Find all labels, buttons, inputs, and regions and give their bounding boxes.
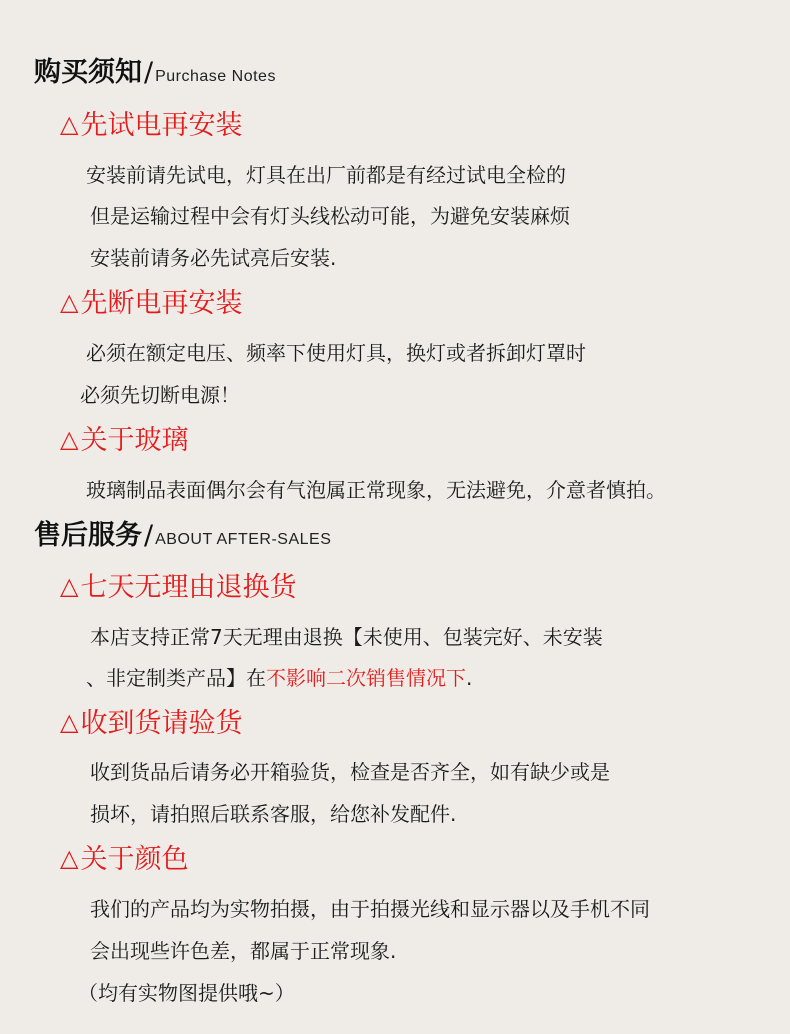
subhead-color <box>60 846 188 873</box>
text-line <box>86 668 472 688</box>
text-line: 损坏，请拍照后联系客服，给您补发配件. <box>90 802 457 826</box>
text-segment: 、非定制类产品】在 <box>86 666 266 690</box>
after-sales-title <box>34 522 331 549</box>
text-line: 安装前请先试电，灯具在出厂前都是有经过试电全检的 <box>86 163 566 187</box>
text-line: （均有实物图提供哦~） <box>78 981 295 1005</box>
subhead-seven-day-return <box>60 574 296 601</box>
warning-triangle-icon: △ <box>60 425 79 453</box>
purchase-notes-title-en: Purchase Notes <box>155 68 276 85</box>
subhead-glass <box>60 427 188 454</box>
title-slash: / <box>144 520 154 551</box>
subhead-label: 先断电再安装 <box>80 288 243 319</box>
text-line: 必须在额定电压、频率下使用灯具，换灯或者拆卸灯罩时 <box>86 341 586 365</box>
subhead-test-power <box>60 112 242 139</box>
after-sales-title-en: ABOUT AFTER-SALES <box>155 531 332 548</box>
text-line: 必须先切断电源！ <box>80 383 240 407</box>
text-line: 安装前请务必先试亮后安装. <box>90 246 337 270</box>
text-segment: . <box>466 666 473 690</box>
subhead-label: 收到货请验货 <box>80 708 243 739</box>
warning-triangle-icon: △ <box>60 572 79 600</box>
warning-triangle-icon: △ <box>60 844 79 872</box>
after-sales-title-cn: 售后服务 <box>34 520 142 551</box>
warning-triangle-icon: △ <box>60 288 79 316</box>
purchase-notes-title-cn: 购买须知 <box>34 57 142 88</box>
subhead-label: 关于颜色 <box>80 844 189 875</box>
subhead-label: 七天无理由退换货 <box>80 572 297 603</box>
warning-triangle-icon: △ <box>60 110 79 138</box>
text-line: 本店支持正常7天无理由退换【未使用、包装完好、未安装 <box>90 625 603 649</box>
subhead-inspect-goods <box>60 710 242 737</box>
subhead-label: 关于玻璃 <box>80 425 189 456</box>
text-line: 我们的产品均为实物拍摄，由于拍摄光线和显示器以及手机不同 <box>90 897 650 921</box>
text-line: 玻璃制品表面偶尔会有气泡属正常现象，无法避免，介意者慎拍。 <box>86 478 666 502</box>
text-line: 会出现些许色差，都属于正常现象. <box>90 939 397 963</box>
warning-triangle-icon: △ <box>60 708 79 736</box>
text-line: 但是运输过程中会有灯头线松动可能，为避免安装麻烦 <box>90 204 570 228</box>
title-slash: / <box>144 57 154 88</box>
highlight-text: 不影响二次销售情况下 <box>266 666 466 690</box>
subhead-cut-power <box>60 290 242 317</box>
text-line: 收到货品后请务必开箱验货，检查是否齐全，如有缺少或是 <box>90 760 610 784</box>
subhead-label: 先试电再安装 <box>80 110 243 141</box>
purchase-notes-title <box>34 59 276 86</box>
